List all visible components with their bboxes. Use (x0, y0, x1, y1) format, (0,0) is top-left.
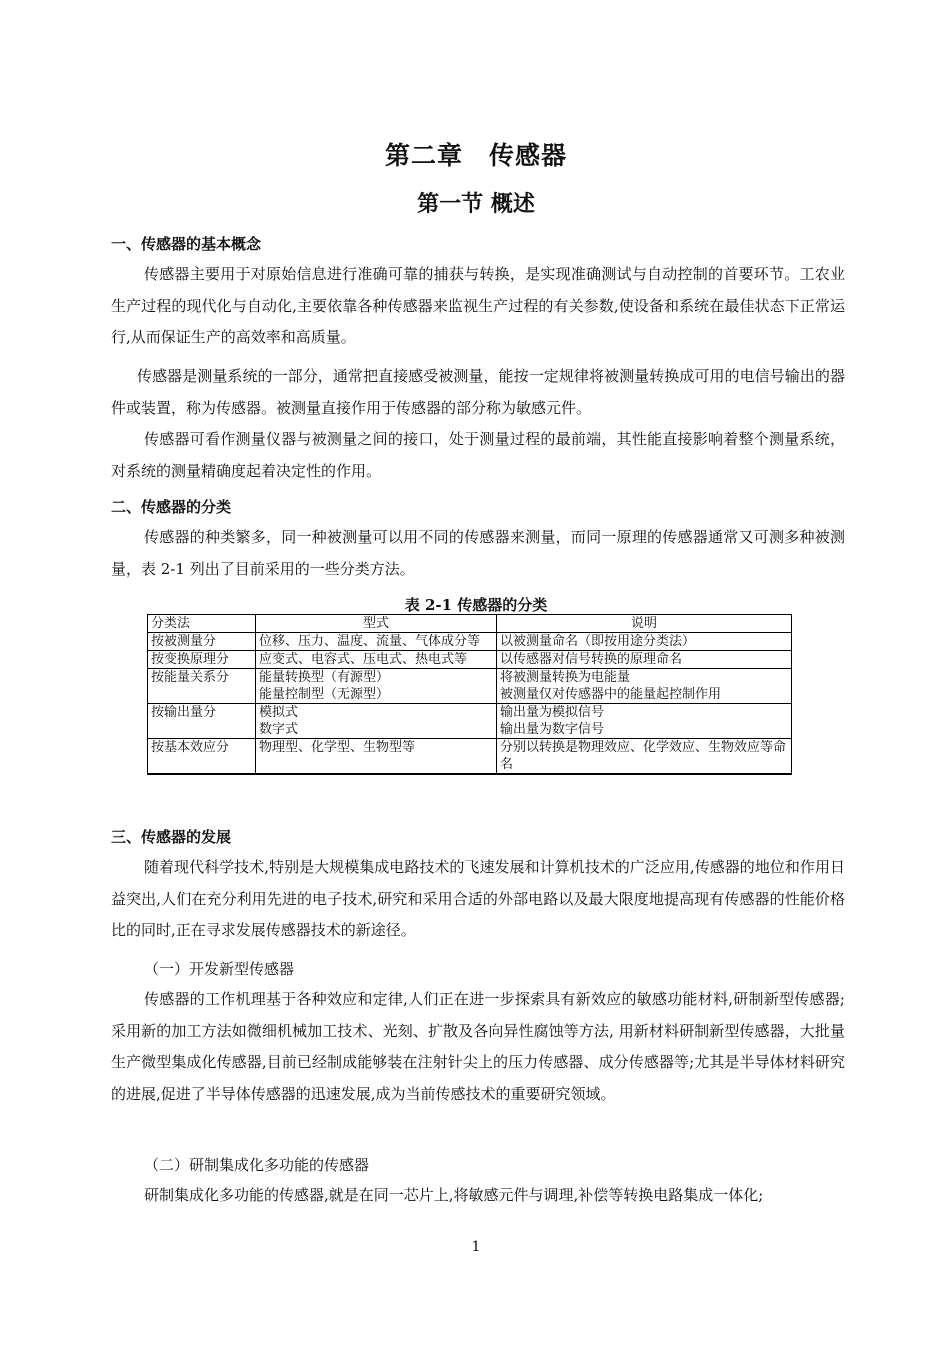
heading-classification: 二、传感器的分类 (111, 498, 232, 516)
cell-line: 输出量为模拟信号 (500, 705, 605, 720)
table-caption: 表 2-1 传感器的分类 (404, 596, 548, 614)
column-header: 说明 (497, 615, 792, 633)
table-cell (256, 669, 497, 704)
table-row (148, 704, 792, 739)
table-cell: 物理型、化学型、生物型等 (256, 739, 497, 775)
table-cell: 位移、压力、温度、流量、气体成分等 (256, 633, 497, 651)
heading-basic-concept: 一、传感器的基本概念 (111, 235, 262, 253)
cell-line: 数字式 (259, 722, 299, 737)
column-header: 型式 (256, 615, 497, 633)
cell-line: 能量控制型（无源型） (259, 687, 390, 702)
cell-line: 将被测量转换为电能量 (500, 670, 631, 685)
cell-line: 被测量仅对传感器中的能量起控制作用 (500, 687, 722, 702)
cell-line: 模拟式 (259, 705, 299, 720)
table-row (148, 669, 792, 704)
table-cell: 以被测量命名（即按用途分类法） (497, 633, 792, 651)
table-row (148, 651, 792, 669)
page-number: 1 (471, 1239, 481, 1255)
table-cell: 按基本效应分 (148, 739, 256, 775)
subheading-new-sensors: （一）开发新型传感器 (144, 960, 295, 978)
subheading-integrated-sensors: （二）研制集成化多功能的传感器 (144, 1156, 370, 1174)
table-cell (256, 704, 497, 739)
table-header-row (148, 615, 792, 633)
chapter-title: 第二章 传感器 (384, 141, 567, 170)
table-cell: 按能量关系分 (148, 669, 256, 704)
paragraph: 传感器主要用于对原始信息进行准确可靠的捕获与转换，是实现准确测试与自动控制的首要环节。工农业生产过程的现代化与自动化,主要依靠各种传感器来监视生产过程的有关参数,使设备和系统在最佳状态下正常运行,从而保证生产的高效率和高质量。 (111, 265, 845, 346)
table-cell: 分别以转换是物理效应、化学效应、生物效应等命名 (497, 739, 792, 775)
heading-development: 三、传感器的发展 (111, 828, 232, 846)
table-cell: 应变式、电容式、压电式、热电式等 (256, 651, 497, 669)
paragraph: 传感器的工作机理基于各种效应和定律,人们正在进一步探索具有新效应的敏感功能材料,研制新型传感器;采用新的加工方法如微细机械加工技术、光刻、扩散及各向异性腐蚀等方法, 用新材料研制新型传感器，大批量生产微型集成化传感器,目前已经制成能够装在注射针尖上的压力传感器、成分传感器等;尤其是半导体材料研究的进展,促进了半导体传感器的迅速发展,成为当前传感技术的重要研究领域。 (111, 990, 845, 1103)
table-cell: 以传感器对信号转换的原理命名 (497, 651, 792, 669)
column-header: 分类法 (148, 615, 256, 633)
paragraph: 传感器的种类繁多，同一种被测量可以用不同的传感器来测量，而同一原理的传感器通常又可测多种被测量，表 2-1 列出了目前采用的一些分类方法。 (111, 528, 845, 578)
table-cell (497, 704, 792, 739)
paragraph: 传感器是测量系统的一部分，通常把直接感受被测量，能按一定规律将被测量转换成可用的电信号输出的器件或装置，称为传感器。被测量直接作用于传感器的部分称为敏感元件。 (111, 367, 845, 417)
table-cell: 按被测量分 (148, 633, 256, 651)
table-cell: 按变换原理分 (148, 651, 256, 669)
cell-line: 输出量为数字信号 (500, 722, 605, 737)
table-row (148, 633, 792, 651)
table-cell (497, 669, 792, 704)
paragraph: 传感器可看作测量仪器与被测量之间的接口，处于测量过程的最前端，其性能直接影响着整个测量系统，对系统的测量精确度起着决定性的作用。 (111, 430, 845, 480)
table-cell: 按输出量分 (148, 704, 256, 739)
paragraph: 随着现代科学技术,特别是大规模集成电路技术的飞速发展和计算机技术的广泛应用,传感器的地位和作用日益突出,人们在充分利用先进的电子技术,研究和采用合适的外部电路以及最大限度地提高现有传感器的性能价格比的同时,正在寻求发展传感器技术的新途径。 (111, 858, 845, 939)
classification-table (147, 614, 792, 775)
paragraph: 研制集成化多功能的传感器,就是在同一芯片上,将敏感元件与调理,补偿等转换电路集成一体化; (144, 1186, 764, 1204)
cell-line: 能量转换型（有源型） (259, 670, 390, 685)
table-row (148, 739, 792, 775)
section-title: 第一节 概述 (417, 191, 535, 217)
